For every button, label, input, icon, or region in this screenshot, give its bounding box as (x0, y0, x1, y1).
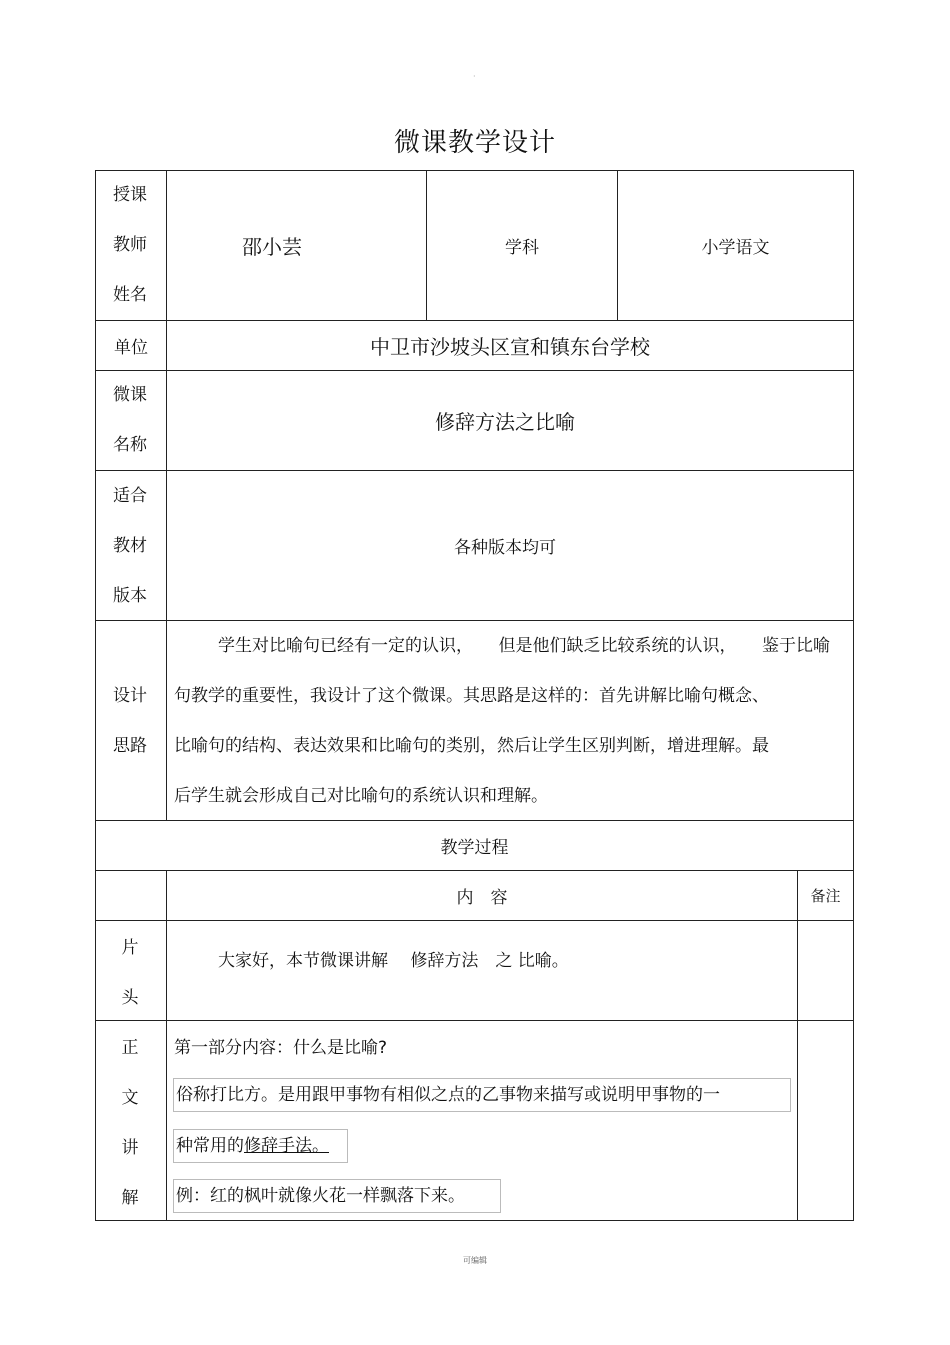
design-text: 学生对比喻句已经有一定的认识， 但是他们缺乏比较系统的认识， 鉴于比喻 句教学的重要性，我设计了这个微课。其思路是这样的：首先讲解比喻句概念、 比喻句的结构、表达效果和比喻句的类别，然后让学生区别判断，增进理解。最 后学生就会形成自己对比喻句的系统认识和理解。 (174, 636, 830, 806)
definition-line-2: 种常用的修辞手法。 (173, 1129, 348, 1163)
teacher-name: 邵小芸 (242, 235, 302, 259)
body-heading: 第一部分内容：什么是比喻? (174, 1038, 388, 1058)
subject-label: 学科 (505, 238, 539, 258)
unit-label: 单位 (114, 338, 148, 358)
definition-line-1: 俗称打比方。是用跟甲事物有相似之点的乙事物来描写或说明甲事物的一 (173, 1078, 791, 1112)
example-line: 例：红的枫叶就像火花一样飘落下来。 (173, 1179, 501, 1213)
textbook-value: 各种版本均可 (454, 538, 556, 558)
course-name-value: 修辞方法之比喻 (435, 410, 575, 434)
teacher-label: 授课 教师 姓名 (113, 185, 147, 305)
content-header: 内 容 (456, 888, 508, 908)
intro-label: 片 头 (121, 938, 139, 1008)
rhetoric-term: 修辞手法。 (244, 1136, 329, 1156)
course-name-label: 微课 名称 (113, 385, 147, 455)
body-label: 正 文 讲 解 (121, 1038, 139, 1208)
page-title: 微课教学设计 (393, 128, 556, 158)
subject-value: 小学语文 (701, 238, 770, 258)
process-heading: 教学过程 (440, 838, 509, 858)
design-label: 设计 思路 (113, 686, 147, 756)
footer-editable: 可编辑 (463, 1256, 487, 1265)
textbook-label: 适合 教材 版本 (113, 486, 147, 606)
header-mark: · (473, 72, 476, 81)
intro-text: 大家好，本节微课讲解 修辞方法 之 比喻。 (218, 951, 569, 971)
note-header: 备注 (810, 887, 841, 905)
unit-value: 中卫市沙坡头区宣和镇东台学校 (370, 335, 650, 359)
